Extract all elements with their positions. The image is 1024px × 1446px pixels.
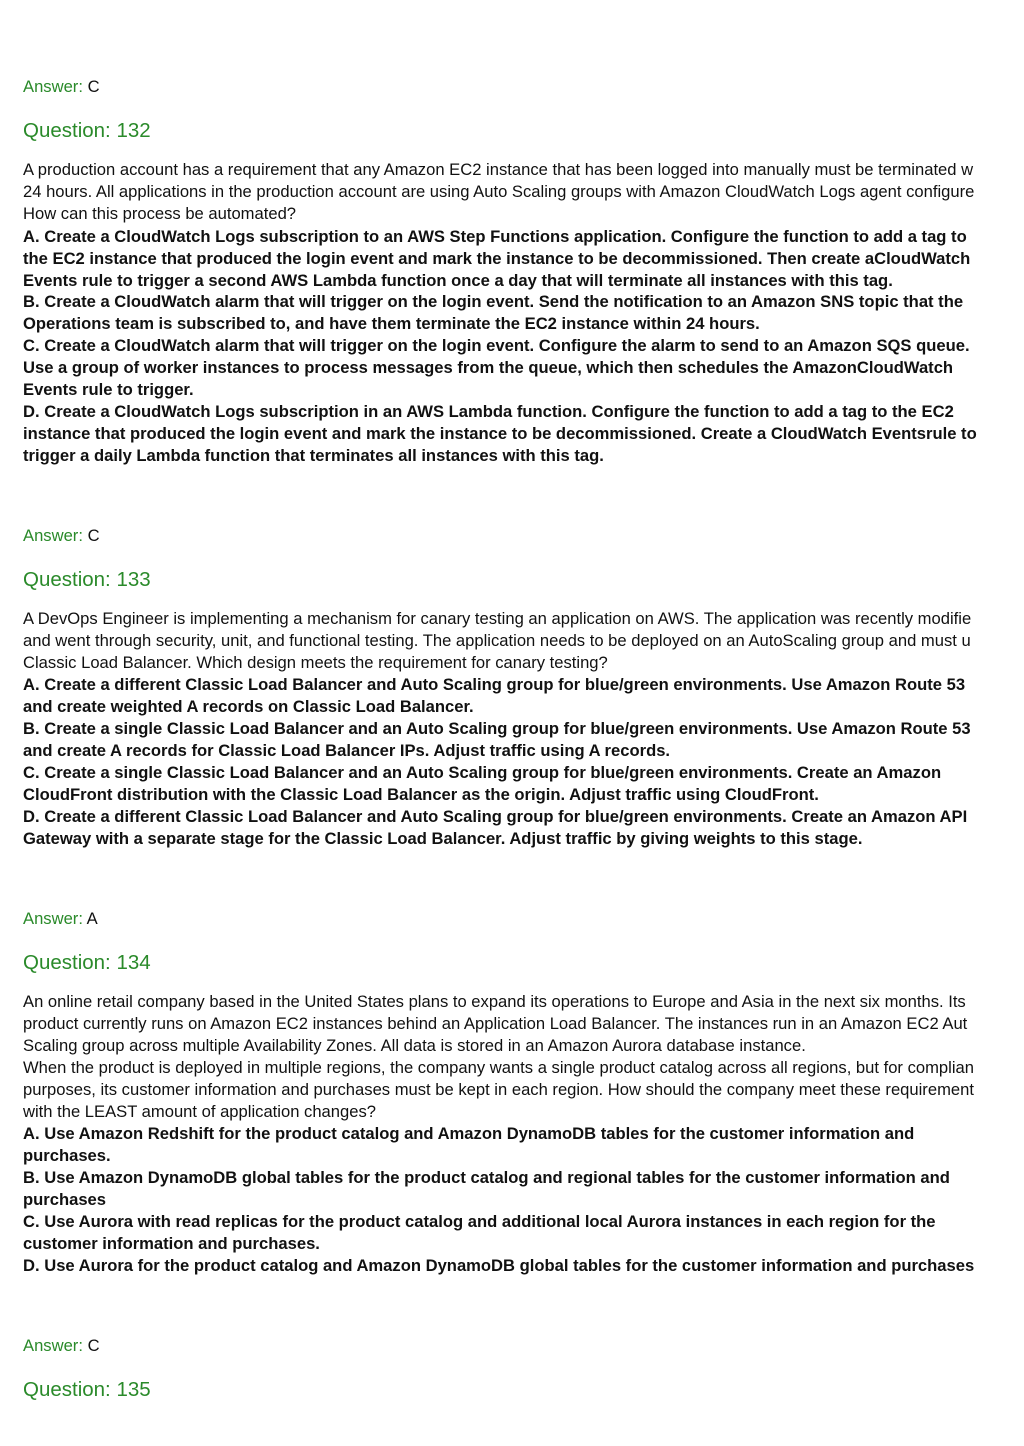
answer-line — [23, 1335, 100, 1357]
option-line: purchases. — [23, 1146, 111, 1165]
question-heading: Question: 133 — [23, 568, 151, 591]
option-line: C. Create a CloudWatch alarm that will trigger on the login event. Configure the alarm to send to an Amazon SQS queue. — [23, 336, 970, 355]
option-line: purchases — [23, 1190, 107, 1209]
question-stem-line: A DevOps Engineer is implementing a mechanism for canary testing an application on AWS. The application was recently modifie — [23, 609, 972, 628]
answer-value: A — [86, 909, 98, 928]
option-line: Events rule to trigger. — [23, 380, 194, 399]
question-stem-line: Classic Load Balancer. Which design meets the requirement for canary testing? — [23, 653, 608, 672]
option-line: trigger a daily Lambda function that terminates all instances with this tag. — [23, 446, 604, 465]
question-stem-line: product currently runs on Amazon EC2 instances behind an Application Load Balancer. The instances run in an Amazon EC2 Aut — [23, 1014, 968, 1033]
answer-label: Answer: — [23, 909, 83, 928]
option-line: D. Create a CloudWatch Logs subscription in an AWS Lambda function. Configure the function to add a tag to the EC2 — [23, 402, 954, 421]
answer-label: Answer: — [23, 77, 83, 96]
question-stem-line: and went through security, unit, and functional testing. The application needs to be deployed on an AutoScaling group and must u — [23, 631, 971, 650]
option-line: Events rule to trigger a second AWS Lambda function once a day that will terminate all instances with this tag. — [23, 271, 893, 290]
option-line: Gateway with a separate stage for the Classic Load Balancer. Adjust traffic by giving weights to this stage. — [23, 829, 863, 848]
answer-value: C — [87, 1336, 100, 1355]
answer-line — [23, 76, 100, 98]
question-stem-line: How can this process be automated? — [23, 204, 297, 223]
question-stem-line: When the product is deployed in multiple regions, the company wants a single product catalog across all regions, but for complian — [23, 1058, 974, 1077]
option-line: A. Create a different Classic Load Balancer and Auto Scaling group for blue/green environments. Use Amazon Route 53 — [23, 675, 966, 694]
option-line: and create A records for Classic Load Balancer IPs. Adjust traffic using A records. — [23, 741, 671, 760]
option-line: customer information and purchases. — [23, 1234, 320, 1253]
option-line: D. Create a different Classic Load Balancer and Auto Scaling group for blue/green environments. Create an Amazon API — [23, 807, 968, 826]
answer-line — [23, 525, 100, 547]
answer-value: C — [87, 526, 100, 545]
option-line: and create weighted A records on Classic Load Balancer. — [23, 697, 474, 716]
question-heading: Question: 132 — [23, 119, 151, 142]
option-line: A. Create a CloudWatch Logs subscription to an AWS Step Functions application. Configure the function to add a tag to — [23, 227, 967, 246]
answer-value: C — [87, 77, 100, 96]
option-line: the EC2 instance that produced the login event and mark the instance to be decommissioned. Then create aCloudWatch — [23, 249, 971, 268]
option-line: Operations team is subscribed to, and have them terminate the EC2 instance within 24 hours. — [23, 314, 760, 333]
answer-line — [23, 908, 98, 930]
option-line: A. Use Amazon Redshift for the product catalog and Amazon DynamoDB tables for the customer information and — [23, 1124, 915, 1143]
question-stem-line: 24 hours. All applications in the production account are using Auto Scaling groups with Amazon CloudWatch Logs agent configure — [23, 182, 975, 201]
question-heading: Question: 135 — [23, 1378, 151, 1401]
option-line: B. Use Amazon DynamoDB global tables for the product catalog and regional tables for the customer information and — [23, 1168, 950, 1187]
question-stem-line: An online retail company based in the United States plans to expand its operations to Europe and Asia in the next six months. Its — [23, 992, 966, 1011]
option-line: C. Use Aurora with read replicas for the product catalog and additional local Aurora instances in each region for the — [23, 1212, 936, 1231]
option-line: D. Use Aurora for the product catalog and Amazon DynamoDB global tables for the customer information and purchases — [23, 1256, 975, 1275]
question-stem-line: A production account has a requirement that any Amazon EC2 instance that has been logged into manually must be terminated w — [23, 160, 974, 179]
option-line: C. Create a single Classic Load Balancer and an Auto Scaling group for blue/green environments. Create an Amazon — [23, 763, 942, 782]
question-stem-line: purposes, its customer information and purchases must be kept in each region. How should the company meet these requirement — [23, 1080, 974, 1099]
question-stem-line: Scaling group across multiple Availability Zones. All data is stored in an Amazon Aurora database instance. — [23, 1036, 806, 1055]
option-line: Use a group of worker instances to process messages from the queue, which then schedules the AmazonCloudWatch — [23, 358, 954, 377]
option-line: instance that produced the login event and mark the instance to be decommissioned. Create a CloudWatch Eventsrule to — [23, 424, 977, 443]
answer-label: Answer: — [23, 526, 83, 545]
option-line: B. Create a CloudWatch alarm that will trigger on the login event. Send the notification to an Amazon SNS topic that the — [23, 292, 964, 311]
option-line: CloudFront distribution with the Classic Load Balancer as the origin. Adjust traffic using CloudFront. — [23, 785, 819, 804]
option-line: B. Create a single Classic Load Balancer and an Auto Scaling group for blue/green environments. Use Amazon Route 53 — [23, 719, 971, 738]
question-heading: Question: 134 — [23, 951, 151, 974]
answer-label: Answer: — [23, 1336, 83, 1355]
question-stem-line: with the LEAST amount of application changes? — [23, 1102, 376, 1121]
